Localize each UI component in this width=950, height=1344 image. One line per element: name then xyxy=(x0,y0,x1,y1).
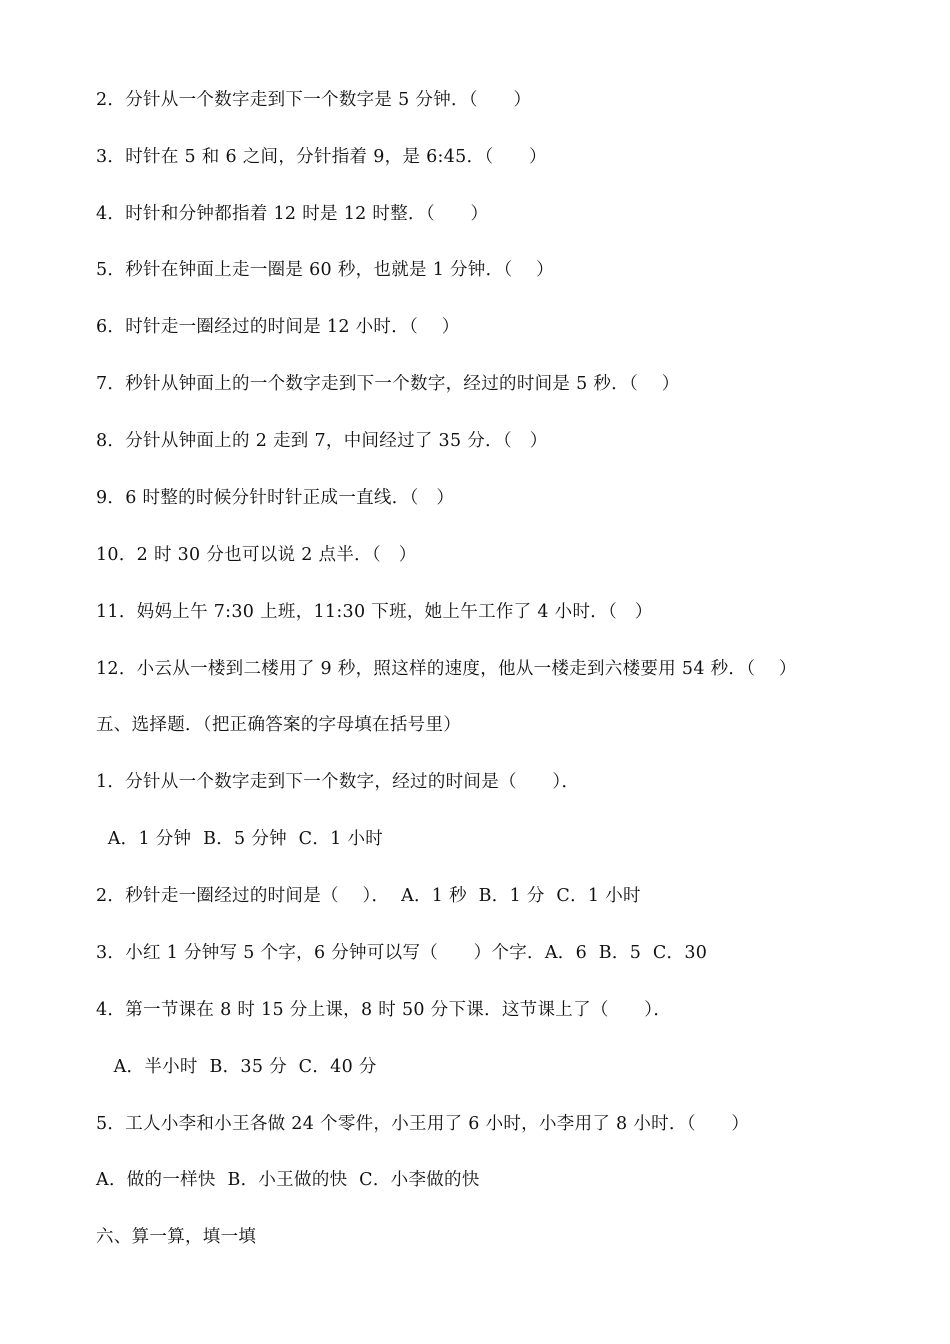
judge-item-12: 12．小云从一楼到二楼用了 9 秒，照这样的速度，他从一楼走到六楼要用 54 秒．（ ） xyxy=(96,659,797,679)
judge-item-2: 2．分针从一个数字走到下一个数字是 5 分钟．（ ） xyxy=(96,90,532,110)
choice-item-5-options: A．做的一样快 B．小王做的快 C．小李做的快 xyxy=(96,1170,480,1190)
section-heading-calc: 六、算一算，填一填 xyxy=(96,1227,257,1247)
choice-item-1-options: A．1 分钟 B．5 分钟 C．1 小时 xyxy=(96,829,384,849)
choice-item-3: 3．小红 1 分钟写 5 个字，6 分钟可以写（ ）个字．A．6 B．5 C．30 xyxy=(96,943,708,963)
judge-item-6: 6．时针走一圈经过的时间是 12 小时．（ ） xyxy=(96,317,460,337)
choice-item-2: 2．秒针走一圈经过的时间是（ ）． A．1 秒 B．1 分 C．1 小时 xyxy=(96,886,641,906)
choice-item-4: 4．第一节课在 8 时 15 分上课，8 时 50 分下课．这节课上了（ ）． xyxy=(96,1000,672,1020)
judge-item-5: 5．秒针在钟面上走一圈是 60 秒，也就是 1 分钟．（ ） xyxy=(96,260,554,280)
judge-item-10: 10．2 时 30 分也可以说 2 点半．（ ） xyxy=(96,545,417,565)
judge-item-4: 4．时针和分钟都指着 12 时是 12 时整．（ ） xyxy=(96,204,489,224)
judge-item-8: 8．分针从钟面上的 2 走到 7，中间经过了 35 分．（ ） xyxy=(96,431,548,451)
judge-item-3: 3．时针在 5 和 6 之间，分针指着 9，是 6:45．（ ） xyxy=(96,147,547,167)
section-heading-choice: 五、选择题．（把正确答案的字母填在括号里） xyxy=(96,715,462,735)
choice-item-5: 5．工人小李和小王各做 24 个零件，小王用了 6 小时，小李用了 8 小时．（ ） xyxy=(96,1114,750,1134)
choice-item-1: 1．分针从一个数字走到下一个数字，经过的时间是（ ）． xyxy=(96,772,580,792)
judge-item-7: 7．秒针从钟面上的一个数字走到下一个数字，经过的时间是 5 秒．（ ） xyxy=(96,374,680,394)
judge-item-9: 9．6 时整的时候分针时针正成一直线．（ ） xyxy=(96,488,455,508)
choice-item-4-options: A．半小时 B．35 分 C．40 分 xyxy=(96,1057,377,1077)
judge-item-11: 11．妈妈上午 7:30 上班，11:30 下班，她上午工作了 4 小时．（ ） xyxy=(96,602,653,622)
